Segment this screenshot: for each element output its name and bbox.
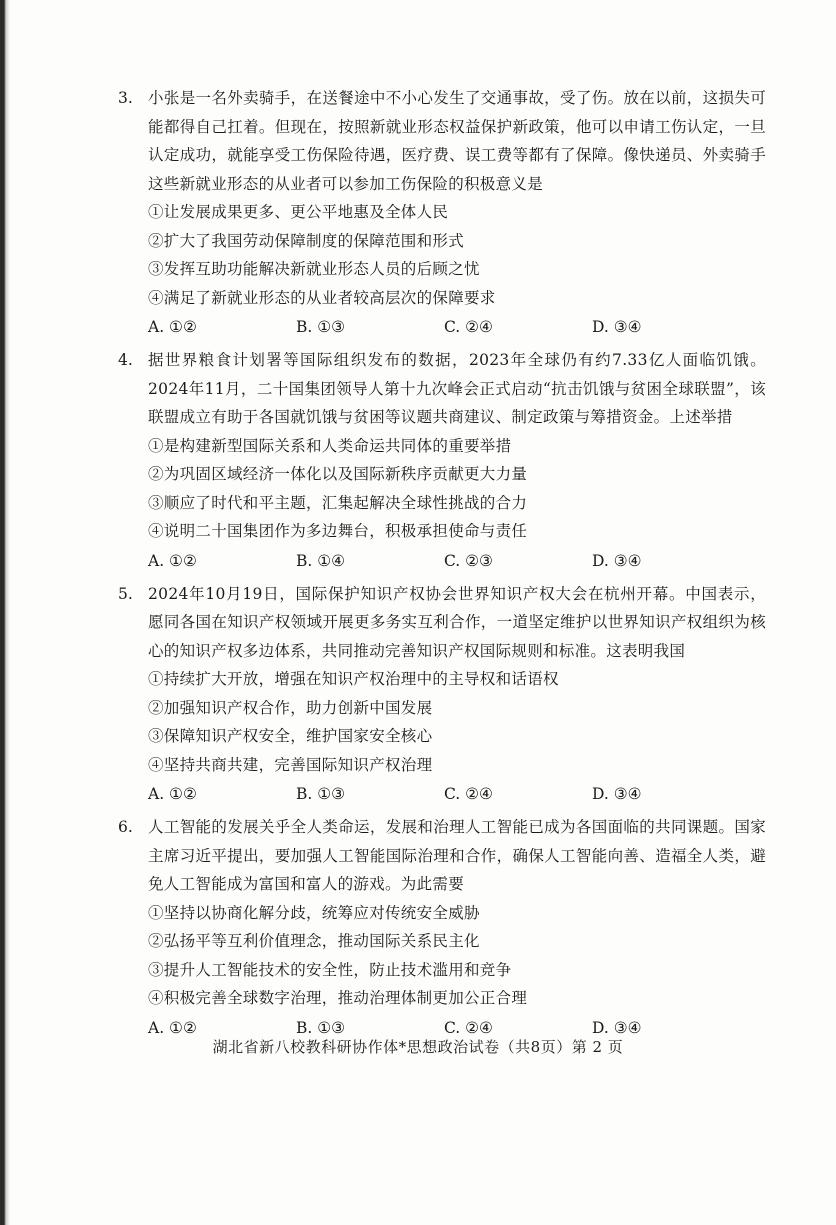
statement-4: ④坚持共商共建，完善国际知识产权治理	[148, 755, 433, 774]
question-number: 6.	[118, 818, 133, 836]
statement-3: ③提升人工智能技术的安全性，防止技术滥用和竞争	[148, 960, 512, 979]
answer-choices	[118, 779, 766, 809]
statement-2: ②弘扬平等互利价值理念，推动国际关系民主化	[148, 932, 480, 950]
question-stem	[118, 813, 766, 899]
choice-d: D. ③④	[592, 318, 642, 336]
statement-2: ②加强知识产权合作，助力创新中国发展	[148, 698, 433, 717]
statement-4: ④积极完善全球数字治理，推动治理体制更加公正合理	[148, 989, 528, 1007]
question-stem	[118, 84, 766, 198]
choice-a: A. ①②	[148, 1018, 197, 1037]
choice-d: D. ③④	[592, 785, 642, 803]
choice-a: A. ①②	[148, 318, 197, 336]
choice-d: D. ③④	[592, 551, 642, 570]
choice-a: A. ①②	[148, 551, 197, 570]
choice-b: B. ①③	[296, 1018, 346, 1037]
statement-3: ③顺应了时代和平主题，汇集起解决全球性挑战的合力	[148, 493, 528, 512]
question-stem	[118, 580, 766, 666]
statement-2: ②为巩固区域经济一体化以及国际新秩序贡献更大力量	[148, 465, 528, 483]
question-number: 3.	[118, 89, 133, 107]
choice-c: C. ②③	[444, 551, 493, 570]
question-3	[118, 84, 766, 342]
statement-1: ①是构建新型国际关系和人类命运共同体的重要举措	[148, 436, 512, 455]
choice-a: A. ①②	[148, 785, 197, 803]
statement-1: ①让发展成果更多、更公平地惠及全体人民	[148, 203, 449, 221]
question-text: 小张是一名外卖骑手，在送餐途中不小心发生了交通事故，受了伤。放在以前，这损失可能都得自己扛着。但现在，按照新就业形态权益保护新政策，他可以申请工伤认定，一旦认定成功，就能享受工伤保险待遇，医疗费、误工费等都有了保障。像快递员、外卖骑手这些新就业形态的从业者可以参加工伤保险的积极意义是	[148, 89, 766, 193]
choice-c: C. ②④	[444, 318, 493, 336]
question-5	[118, 580, 766, 810]
question-stem	[118, 346, 766, 432]
question-text: 据世界粮食计划署等国际组织发布的数据，2023年全球仍有约7.33亿人面临饥饿。2024年11月，二十国集团领导人第十九次峰会正式启动“抗击饥饿与贫困全球联盟”，该联盟成立有助于各国就饥饿与贫困等议题共商建议、制定政策与筹措资金。上述举措	[148, 351, 766, 426]
question-text: 人工智能的发展关乎全人类命运，发展和治理人工智能已成为各国面临的共同课题。国家主席习近平提出，要加强人工智能国际治理和合作，确保人工智能向善、造福全人类，避免人工智能成为富国和富人的游戏。为此需要	[148, 818, 766, 893]
choice-b: B. ①③	[296, 318, 346, 336]
choice-b: B. ①③	[296, 785, 346, 803]
answer-choices	[118, 546, 766, 576]
choice-c: C. ②④	[444, 785, 493, 803]
page-footer: 湖北省新八校教科研协作体*思想政治试卷（共8页）第 2 页	[212, 1038, 624, 1056]
statement-3: ③发挥互助功能解决新就业形态人员的后顾之忧	[148, 260, 480, 278]
question-number: 5.	[118, 584, 133, 603]
exam-page	[118, 84, 766, 1047]
statement-3: ③保障知识产权安全，维护国家安全核心	[148, 727, 433, 745]
answer-choices	[118, 312, 766, 342]
choice-c: C. ②④	[444, 1018, 493, 1037]
statement-4: ④满足了新就业形态的从业者较高层次的保障要求	[148, 288, 496, 307]
choice-b: B. ①④	[296, 551, 346, 570]
statement-1: ①坚持以协商化解分歧，统筹应对传统安全威胁	[148, 903, 480, 922]
question-6	[118, 813, 766, 1043]
question-text: 2024年10月19日，国际保护知识产权协会世界知识产权大会在杭州开幕。中国表示，愿同各国在知识产权领域开展更多务实互利合作，一道坚定维护以世界知识产权组织为核心的知识产权多边体系，共同推动完善知识产权国际规则和标准。这表明我国	[148, 584, 766, 660]
choice-d: D. ③④	[592, 1018, 642, 1037]
statement-2: ②扩大了我国劳动保障制度的保障范围和形式	[148, 231, 465, 250]
question-number: 4.	[118, 351, 133, 369]
statement-4: ④说明二十国集团作为多边舞台，积极承担使命与责任	[148, 522, 528, 540]
question-4	[118, 346, 766, 576]
statement-1: ①持续扩大开放，增强在知识产权治理中的主导权和话语权	[148, 670, 559, 688]
